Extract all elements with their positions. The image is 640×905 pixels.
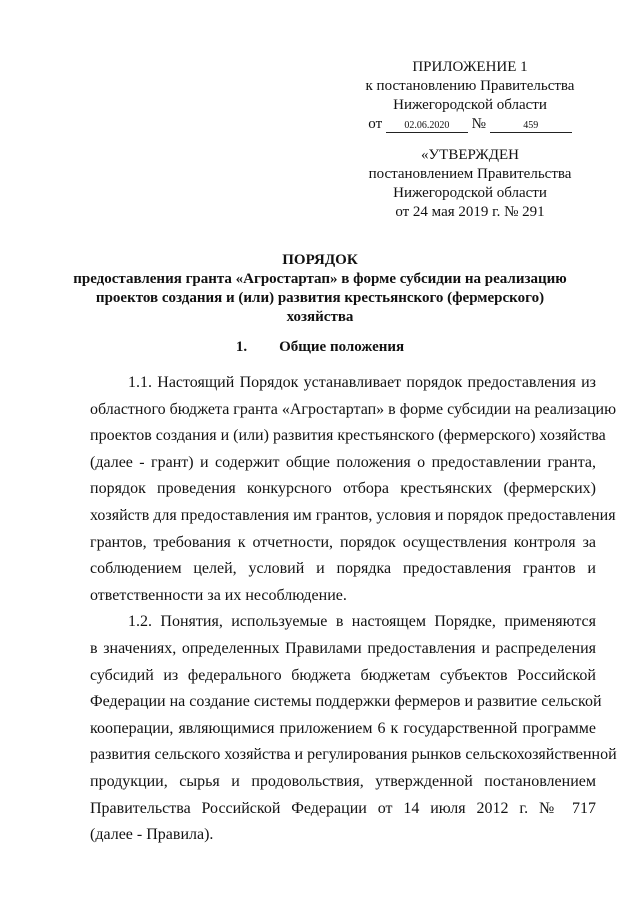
approved-line-4: от 24 мая 2019 г. № 291 — [395, 204, 545, 220]
paragraph-2-line: субсидий из федерального бюджета бюджетам субъектов Российской — [90, 666, 596, 684]
paragraph-1-line: 1.1. Настоящий Порядок устанавливает порядок предоставления из — [128, 374, 596, 391]
paragraph-1-line: (далее - грант) и содержит общие положения о предоставлении гранта, — [90, 453, 596, 471]
paragraph-2-line: Правительства Российской Федерации от 14 июля 2012 г. № 717 — [90, 799, 596, 817]
appendix-line-2: Нижегородской области — [393, 97, 547, 113]
appendix-number-sign: № — [471, 116, 486, 132]
paragraph-1-line: областного бюджета гранта «Агростартап» в форме субсидии на реализацию — [90, 400, 617, 418]
paragraph-2-line: 1.2. Понятия, используемые в настоящем Порядке, применяются — [128, 613, 596, 631]
document-body — [90, 370, 617, 849]
paragraph-1-line: хозяйств для предоставления им грантов, условия и порядок предоставления — [90, 506, 616, 524]
paragraph-2-line: Федерации на создание системы поддержки фермеров и развитие сельской — [90, 693, 602, 711]
appendix-line-1: к постановлению Правительства — [365, 78, 575, 94]
section-name: Общие положения — [279, 339, 405, 355]
approved-block — [360, 146, 580, 222]
title-line-2: проектов создания и (или) развития крестьянского (фермерского) — [95, 290, 545, 306]
appendix-heading: ПРИЛОЖЕНИЕ 1 — [412, 59, 528, 75]
paragraph-1-line: порядок проведения конкурсного отбора крестьянских (фермерских) — [90, 480, 596, 498]
paragraph-2-line: в значениях, определенных Правилами предоставления и распределения — [90, 639, 596, 657]
section-number: 1. — [235, 339, 248, 355]
appendix-date-line — [360, 115, 580, 134]
paragraph-2-line: (далее - Правила). — [90, 826, 214, 844]
approved-line-3: Нижегородской области — [393, 185, 547, 201]
appendix-date: 02.06.2020 — [386, 120, 468, 133]
appendix-block — [360, 58, 580, 134]
title-heading: ПОРЯДОК — [282, 252, 358, 268]
paragraph-2-line: развития сельского хозяйства и регулирования рынков сельскохозяйственной — [90, 746, 617, 764]
appendix-prefix-from: от — [368, 116, 383, 132]
paragraph-1-line: соблюдением целей, условий и порядка предоставления грантов и — [90, 560, 596, 578]
title-line-3: хозяйства — [286, 309, 354, 325]
approved-line-1: «УТВЕРЖДЕН — [421, 147, 519, 163]
document-title — [40, 251, 600, 327]
paragraph-1-line: проектов создания и (или) развития крестьянского (фермерского) хозяйства — [90, 427, 606, 445]
section-heading — [0, 338, 640, 357]
paragraph-1-line: ответственности за их несоблюдение. — [90, 586, 347, 604]
paragraph-2-line: кооперации, являющимися приложением 6 к государственной программе — [90, 719, 596, 737]
paragraph-1-line: грантов, требования к отчетности, порядок осуществления контроля за — [90, 533, 596, 551]
title-line-1: предоставления гранта «Агростартап» в форме субсидии на реализацию — [73, 271, 567, 287]
paragraph-2-line: продукции, сырья и продовольствия, утвержденной постановлением — [90, 772, 596, 790]
appendix-number: 459 — [490, 120, 572, 133]
approved-line-2: постановлением Правительства — [368, 166, 572, 182]
